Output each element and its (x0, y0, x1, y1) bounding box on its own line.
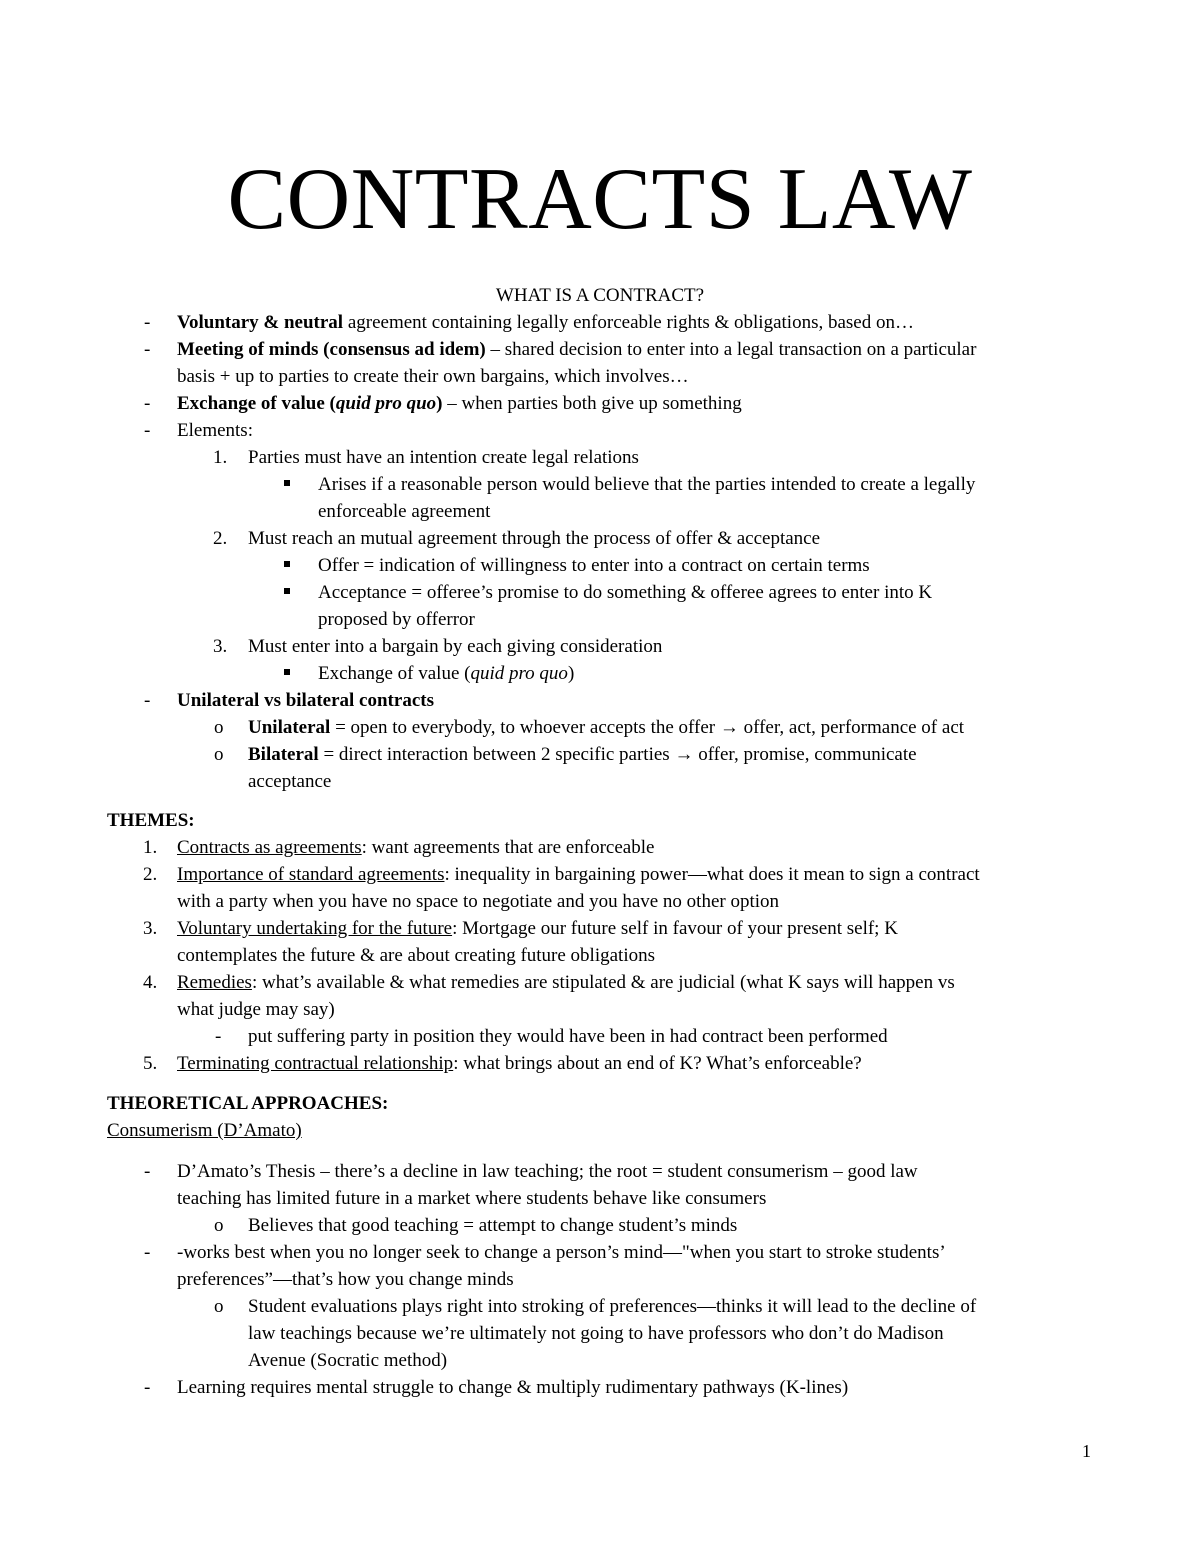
bullet-exchange-of-value: Exchange of value (quid pro quo) – when parties both give up something (177, 393, 742, 414)
square-bullet-icon (284, 561, 290, 567)
theme-remedies: Remedies: what’s available & what remedies are stipulated & are judicial (what K says will happen vs (177, 972, 955, 993)
section-heading-themes: THEMES: (107, 810, 195, 831)
list-number: 4. (143, 972, 158, 993)
list-number: 2. (143, 864, 158, 885)
bilateral-definition: Bilateral = direct interaction between 2 specific parties → offer, promise, communicate (248, 744, 917, 765)
bullet-dash: - (144, 1161, 151, 1182)
arrow-right-icon: → (674, 744, 694, 765)
bullet-dash: - (144, 1242, 151, 1263)
sub-bullet-reasonable-person-cont: enforceable agreement (318, 501, 491, 522)
theme-standard-agreements-cont: with a party when you have no space to negotiate and you have no other option (177, 891, 780, 912)
list-number: 1. (143, 837, 158, 858)
sub-bullet-student-evaluations-cont1: law teachings because we’re ultimately not going to have professors who don’t do Madison (248, 1323, 944, 1344)
sub-bullet-acceptance: Acceptance = offeree’s promise to do something & offeree agrees to enter into K (318, 582, 933, 603)
section-heading-theoretical-approaches: THEORETICAL APPROACHES: (107, 1093, 389, 1114)
section-heading-what-is-a-contract: WHAT IS A CONTRACT? (495, 285, 705, 306)
square-bullet-icon (284, 588, 290, 594)
sub-bullet-offer: Offer = indication of willingness to enter into a contract on certain terms (318, 555, 870, 576)
list-number: 2. (213, 528, 228, 549)
theme-standard-agreements: Importance of standard agreements: inequality in bargaining power—what does it mean to sign a contract (177, 864, 980, 885)
bullet-dash: - (144, 1377, 151, 1398)
bullet-meeting-of-minds-cont: basis + up to parties to create their own bargains, which involves… (177, 366, 689, 387)
bullet-dash: - (144, 690, 151, 711)
bullet-works-best-cont: preferences”—that’s how you change minds (177, 1269, 514, 1290)
unilateral-definition: Unilateral = open to everybody, to whoever accepts the offer → offer, act, performance of act (248, 717, 965, 738)
sub-bullet-good-teaching: Believes that good teaching = attempt to change student’s minds (248, 1215, 738, 1236)
theme-remedies-sub: put suffering party in position they would have been in had contract been performed (248, 1026, 888, 1047)
sub-bullet-student-evaluations: Student evaluations plays right into stroking of preferences—thinks it will lead to the decline of (248, 1296, 977, 1317)
square-bullet-icon (284, 480, 290, 486)
element-intention: Parties must have an intention create legal relations (248, 447, 639, 468)
bullet-dash: - (144, 339, 151, 360)
theme-voluntary-undertaking: Voluntary undertaking for the future: Mortgage our future self in favour of your present self; K (177, 918, 898, 939)
bullet-dash: - (144, 312, 151, 333)
bullet-learning: Learning requires mental struggle to change & multiply rudimentary pathways (K-lines) (177, 1377, 849, 1398)
page-number: 1 (1082, 1441, 1091, 1461)
bullet-elements: Elements: (177, 420, 253, 441)
sub-bullet-student-evaluations-cont2: Avenue (Socratic method) (248, 1350, 448, 1371)
bullet-dash: - (215, 1026, 222, 1047)
o-bullet: o (214, 717, 224, 738)
bullet-works-best: -works best when you no longer seek to change a person’s mind—"when you start to stroke students’ (177, 1242, 946, 1263)
list-number: 3. (213, 636, 228, 657)
theme-terminating: Terminating contractual relationship: what brings about an end of K? What’s enforceable? (177, 1053, 862, 1074)
theme-voluntary-undertaking-cont: contemplates the future & are about creating future obligations (177, 945, 655, 966)
element-consideration: Must enter into a bargain by each giving consideration (248, 636, 663, 657)
sub-bullet-reasonable-person: Arises if a reasonable person would believe that the parties intended to create a legally (318, 474, 976, 495)
bullet-meeting-of-minds: Meeting of minds (consensus ad idem) – shared decision to enter into a legal transaction on a particular (177, 339, 977, 360)
o-bullet: o (214, 744, 224, 765)
subheading-consumerism: Consumerism (D’Amato) (107, 1120, 302, 1141)
bullet-damato-thesis: D’Amato’s Thesis – there’s a decline in law teaching; the root = student consumerism – good law (177, 1161, 918, 1182)
list-number: 3. (143, 918, 158, 939)
o-bullet: o (214, 1215, 224, 1236)
bullet-unilateral-bilateral: Unilateral vs bilateral contracts (177, 690, 434, 711)
bullet-voluntary: Voluntary & neutral agreement containing legally enforceable rights & obligations, based on… (177, 312, 914, 333)
theme-remedies-cont: what judge may say) (177, 999, 335, 1020)
bullet-damato-thesis-cont: teaching has limited future in a market where students behave like consumers (177, 1188, 767, 1209)
arrow-right-icon: → (719, 717, 739, 738)
theme-contracts-as-agreements: Contracts as agreements: want agreements that are enforceable (177, 837, 655, 858)
sub-bullet-exchange: Exchange of value (quid pro quo) (318, 663, 575, 684)
square-bullet-icon (284, 669, 290, 675)
bullet-dash: - (144, 393, 151, 414)
list-number: 5. (143, 1053, 158, 1074)
document-title: CONTRACTS LAW (227, 151, 973, 248)
element-mutual-agreement: Must reach an mutual agreement through the process of offer & acceptance (248, 528, 821, 549)
list-number: 1. (213, 447, 228, 468)
bilateral-definition-cont: acceptance (248, 771, 332, 792)
o-bullet: o (214, 1296, 224, 1317)
bullet-dash: - (144, 420, 151, 441)
sub-bullet-acceptance-cont: proposed by offerror (318, 609, 475, 630)
